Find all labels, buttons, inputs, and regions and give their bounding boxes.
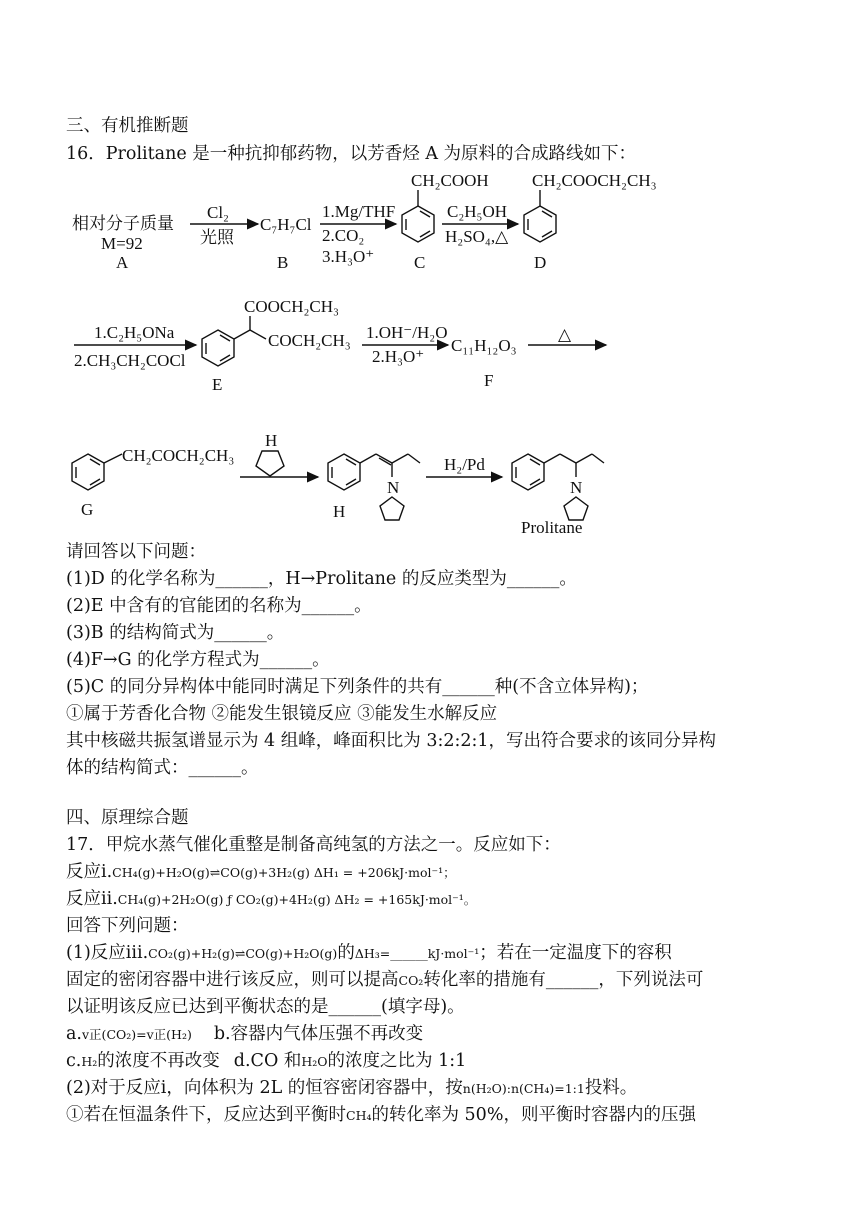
compound-d-label: D (534, 253, 547, 272)
compound-h-pyrrolidine (380, 497, 404, 520)
step-2 (320, 202, 396, 266)
step-4 (74, 323, 196, 370)
step-7 (240, 431, 318, 477)
pyrrolidine-nh: H (265, 431, 278, 450)
compound-g-substituent: CH₂COCH₂CH₃ (122, 446, 235, 465)
compound-c-substituent: CH₂COOH (411, 171, 489, 190)
question-17-part-1-line-3: 以证明该反应已达到平衡状态的是______(填字母)。 (66, 997, 465, 1017)
reaction-ii (66, 887, 476, 912)
compound-a-text: 相对分子质量 (72, 214, 174, 233)
question-16-nmr-line-1: 其中核磁共振氢谱显示为 4 组峰，峰面积比为 3:2:2:1，写出符合要求的该同分异构 (66, 731, 717, 751)
compound-h (328, 454, 420, 521)
options-row-2 (66, 1049, 466, 1074)
question-17-part-2 (66, 1076, 637, 1101)
question-17-stem: 17．甲烷水蒸气催化重整是制备高纯氢的方法之一。反应如下： (66, 835, 561, 855)
compound-e-substituent-1: COOCH₂CH₃ (244, 297, 339, 316)
step-3-reagent: C₂H₅OH (447, 202, 508, 221)
question-16-conditions: ①属于芳香化合物 ②能发生银镜反应 ③能发生水解反应 (66, 704, 498, 724)
step-3-condition: H₂SO₄,△ (445, 227, 509, 246)
reaction-i-equation: CH₄(g)+H₂O(g)⇌CO(g)+3H₂(g) ΔH₁ = +206kJ·mol⁻¹； (112, 865, 456, 880)
compound-d-substituent: CH₂COOCH₂CH₃ (532, 171, 657, 190)
reaction-i-label: 反应i. (66, 862, 113, 882)
compound-h-nitrogen: N (387, 478, 400, 497)
compound-g (72, 446, 234, 519)
step-5-reagent-1: 1.OH⁻/H₂O (366, 323, 448, 342)
compound-a (72, 214, 174, 272)
compound-h-label: H (333, 502, 346, 521)
delta-h3-blank: ΔH₃=______ (354, 946, 428, 961)
compound-c-label: C (414, 253, 426, 272)
question-16-stem: 16．Prolitane 是一种抗抑郁药物，以芳香烃 A 为原料的合成路线如下： (66, 144, 637, 164)
compound-b-formula: C₇H₇Cl (260, 215, 312, 234)
sub-1-text-end: 的转化率为 50%，则平衡时容器内的压强 (371, 1105, 696, 1125)
step-8-reagent: H₂/Pd (444, 455, 485, 474)
prolitane-pyrrolidine (564, 497, 588, 520)
question-17-part-2-sub-1 (66, 1103, 696, 1128)
reaction-ii-equation: CH₄(g)+2H₂O(g) ƒ CO₂(g)+4H₂(g) ΔH₂ = +165kJ·mol⁻¹。 (117, 892, 477, 907)
ch4-formula: CH₄ (346, 1108, 372, 1123)
reaction-i (66, 860, 456, 885)
benzene-ring-e (202, 330, 234, 366)
synthesis-scheme (0, 0, 860, 560)
part-2-text-end: 投料。 (584, 1078, 638, 1098)
step-4-reagent-1: 1.C₂H₅ONa (94, 323, 175, 342)
step-2-reagent-2: 2.CO₂ (322, 226, 365, 245)
option-b: b.容器内气体压强不再改变 (213, 1024, 424, 1044)
option-c-label: c. (66, 1051, 82, 1071)
question-16-prompt: 请回答以下问题： (66, 542, 206, 562)
feed-ratio: n(H₂O):n(CH₄)=1:1 (462, 1081, 585, 1096)
part-1-label: (1)反应iii. (66, 943, 149, 963)
benzene-ring-h (328, 454, 360, 490)
compound-b-label: B (277, 253, 289, 272)
options-row-1 (66, 1022, 423, 1047)
part-1-text-2: 固定的密闭容器中进行该反应，则可以提高 (66, 970, 399, 990)
part-1-text-3: 转化率的措施有______，下列说法可 (423, 970, 704, 990)
reaction-ii-label: 反应ii. (66, 889, 118, 909)
compound-f (451, 336, 517, 390)
sub-1-text: ①若在恒温条件下，反应达到平衡时 (66, 1105, 346, 1125)
compound-e-substituent-2: COCH₂CH₃ (268, 331, 351, 350)
compound-e-label: E (212, 375, 223, 394)
benzene-ring-prolitane (512, 454, 544, 490)
step-4-reagent-2: 2.CH₃CH₂COCl (74, 351, 186, 370)
option-d: 的浓度之比为 1:1 (327, 1051, 467, 1071)
step-1 (190, 203, 258, 247)
question-17-prompt: 回答下列问题： (66, 916, 189, 936)
option-c-h2: H₂ (81, 1054, 98, 1069)
compound-b (260, 215, 312, 272)
step-5-reagent-2: 2.H₃O⁺ (372, 347, 425, 366)
part-2-text: (2)对于反应i，向体积为 2L 的恒容密闭容器中，按 (66, 1078, 463, 1098)
step-3 (442, 202, 518, 246)
prolitane-label: Prolitane (521, 518, 583, 537)
compound-f-label: F (484, 371, 494, 390)
question-16-item-5: (5)C 的同分异构体中能同时满足下列条件的共有______种(不含立体异构)； (66, 677, 649, 697)
question-16-item-2: (2)E 中含有的官能团的名称为______。 (66, 596, 372, 616)
compound-a-mass: M=92 (101, 234, 143, 253)
question-17-part-1-line-1 (66, 941, 672, 966)
option-d-h2o: H₂O (301, 1054, 328, 1069)
question-16-item-1: (1)D 的化学名称为______，H→Prolitane 的反应类型为______。 (66, 569, 577, 589)
step-2-reagent-1: 1.Mg/THF (322, 202, 396, 221)
question-16-nmr-line-2: 体的结构简式：______。 (66, 758, 259, 778)
step-1-reagent: Cl₂ (207, 203, 229, 222)
step-6-condition: △ (558, 325, 572, 344)
option-c: 的浓度不再改变 (97, 1051, 220, 1071)
compound-g-label: G (81, 500, 94, 519)
compound-f-formula: C₁₁H₁₂O₃ (451, 336, 517, 355)
compound-d (524, 171, 657, 272)
step-8 (426, 455, 502, 477)
co2-formula: CO₂ (398, 973, 424, 988)
benzene-ring-d (524, 206, 556, 242)
question-17-part-1-line-2 (66, 968, 703, 993)
part-1-text: ；若在一定温度下的容积 (479, 943, 672, 963)
part-1-connector: 的 (337, 943, 355, 963)
option-a: v正(CO₂)=v正(H₂) (82, 1027, 192, 1042)
compound-a-label: A (116, 253, 129, 272)
section-title: 三、有机推断题 (66, 116, 189, 136)
benzene-ring-g (72, 454, 104, 490)
question-16-item-3: (3)B 的结构简式为______。 (66, 623, 285, 643)
option-d-label: d.CO 和 (233, 1051, 302, 1071)
option-a-label: a. (66, 1024, 82, 1044)
compound-c (402, 171, 489, 272)
delta-h3-unit: kJ·mol⁻¹ (427, 946, 480, 961)
question-16-item-4: (4)F→G 的化学方程式为______。 (66, 650, 330, 670)
reaction-iii-equation: CO₂(g)+H₂(g)⇌CO(g)+H₂O(g) (148, 946, 338, 961)
benzene-ring-c (402, 206, 434, 242)
section-title: 四、原理综合题 (66, 808, 189, 828)
step-6 (528, 325, 606, 345)
compound-e (202, 297, 351, 394)
step-2-reagent-3: 3.H₃O⁺ (322, 247, 375, 266)
prolitane-nitrogen: N (570, 478, 583, 497)
pyrrolidine-ring (256, 451, 284, 476)
step-1-condition: 光照 (200, 228, 234, 247)
prolitane (512, 454, 604, 537)
step-5 (362, 323, 448, 366)
